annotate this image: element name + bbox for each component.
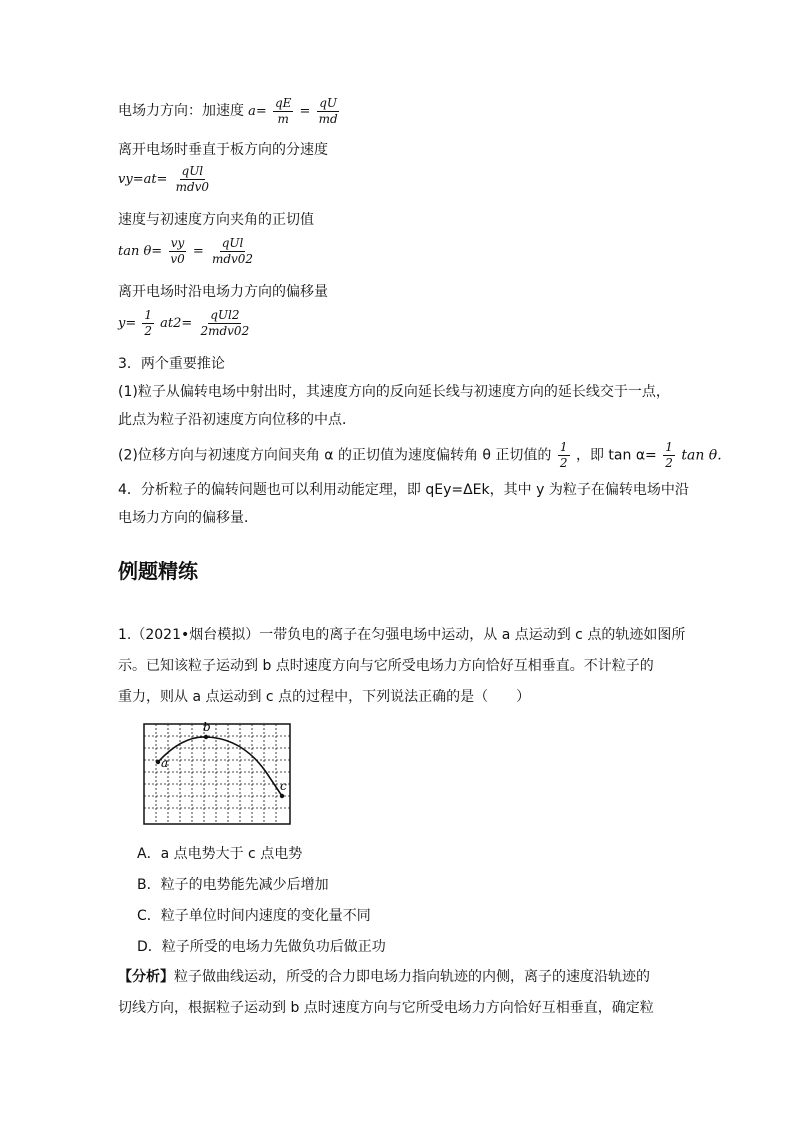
tan-line — [118, 236, 257, 267]
frac-num: 1 — [665, 440, 673, 454]
inference-1-line-2: 此点为粒子沿初速度方向位移的中点． — [118, 412, 356, 428]
option-c[interactable]: C．粒子单位时间内速度的变化量不同 — [137, 908, 371, 924]
accel-a: a= — [248, 104, 267, 119]
y-frac-1 — [142, 308, 154, 339]
frac-den: v0 — [170, 252, 185, 266]
tan-label: 速度与初速度方向夹角的正切值 — [118, 212, 314, 228]
point-a — [156, 760, 160, 764]
item-4-line-2: 电场力方向的偏移量． — [118, 510, 258, 526]
point-c — [280, 794, 284, 798]
frac-num: qUl — [181, 164, 204, 178]
label-a: a — [161, 756, 169, 770]
vy-lhs: vy=at= — [118, 172, 168, 187]
tan-frac-2 — [210, 236, 255, 267]
frac-num: qU — [319, 96, 337, 110]
option-d[interactable]: D．粒子所受的电场力先做负功后做正功 — [137, 939, 386, 955]
frac-den: m — [277, 112, 289, 126]
frac-num: vy — [170, 236, 185, 250]
analysis-line-1 — [118, 962, 650, 993]
analysis-text-1: 粒子做曲线运动，所受的合力即电场力指向轨迹的内侧，离子的速度沿轨迹的 — [174, 969, 650, 985]
label-b: b — [203, 720, 211, 734]
item-4-line-1: 4．分析粒子的偏转问题也可以利用动能定理，即 qEy=ΔEk，其中 y 为粒子在偏转电场中沿 — [118, 482, 689, 498]
vel-label: 离开电场时垂直于板方向的分速度 — [118, 142, 328, 158]
inference-1-line-1: (1)粒子从偏转电场中射出时，其速度方向的反向延长线与初速度方向的延长线交于一点， — [118, 384, 670, 400]
equals: = — [192, 244, 204, 259]
question-line-1: 1.（2021•烟台模拟）一带负电的离子在匀强电场中运动，从 a 点运动到 c 点的轨迹如图所 — [118, 627, 686, 643]
inference-2-text: (2)位移方向与初速度方向间夹角 α 的正切值为速度偏转角 θ 正切值的 — [118, 447, 552, 464]
frac-num: qUl2 — [210, 308, 240, 322]
y-line — [118, 308, 253, 339]
frac-den: mdv02 — [211, 252, 254, 266]
frac-num: 1 — [559, 440, 568, 454]
inference-2-text-b: ，即 tan α= — [575, 447, 657, 464]
question-line-2: 示。已知该粒子运动到 b 点时速度方向与它所受电场力方向恰好互相垂直。不计粒子的 — [118, 658, 654, 674]
question-line-3: 重力，则从 a 点运动到 c 点的过程中，下列说法正确的是（ ） — [118, 689, 531, 705]
point-b — [204, 735, 208, 739]
inference-2-text-c: tan θ. — [681, 447, 722, 464]
frac-num: qUl — [221, 236, 244, 250]
frac-den: mdv0 — [175, 180, 210, 194]
vy-frac — [174, 164, 211, 195]
tan-frac-1 — [168, 236, 186, 267]
frac-den: 2 — [144, 324, 153, 338]
vy-line — [118, 164, 213, 195]
accel-line — [118, 96, 342, 127]
frac-den: 2 — [665, 456, 673, 470]
accel-frac-2 — [317, 96, 340, 127]
frac-den: 2 — [559, 456, 568, 470]
option-b[interactable]: B．粒子的电势能先减少后增加 — [137, 877, 329, 893]
item-3: 3．两个重要推论 — [118, 356, 225, 372]
option-a[interactable]: A．a 点电势大于 c 点电势 — [137, 846, 303, 862]
frac-num: qE — [274, 96, 292, 110]
inference-2 — [118, 440, 722, 471]
equals: = — [299, 104, 311, 119]
trajectory-curve — [158, 737, 282, 796]
trajectory-figure — [142, 720, 294, 826]
accel-label: 电场力方向：加速度 — [118, 103, 244, 119]
y-lhs: y= — [118, 316, 137, 331]
frac-num: 1 — [144, 308, 153, 322]
frac-den: 2mdv02 — [200, 324, 250, 338]
half-frac-2 — [663, 440, 675, 471]
y-frac-2 — [198, 308, 251, 339]
tan-lhs: tan θ= — [118, 244, 163, 259]
half-frac — [558, 440, 570, 471]
disp-label: 离开电场时沿电场力方向的偏移量 — [118, 284, 328, 300]
analysis-tag: 【分析】 — [118, 969, 174, 985]
y-mid: at2= — [160, 316, 193, 331]
accel-frac-1 — [273, 96, 293, 127]
section-heading: 例题精练 — [118, 559, 198, 583]
label-c: c — [280, 779, 287, 793]
frac-den: md — [318, 112, 338, 126]
analysis-line-2: 切线方向，根据粒子运动到 b 点时速度方向与它所受电场力方向恰好互相垂直，确定粒 — [118, 1000, 654, 1016]
